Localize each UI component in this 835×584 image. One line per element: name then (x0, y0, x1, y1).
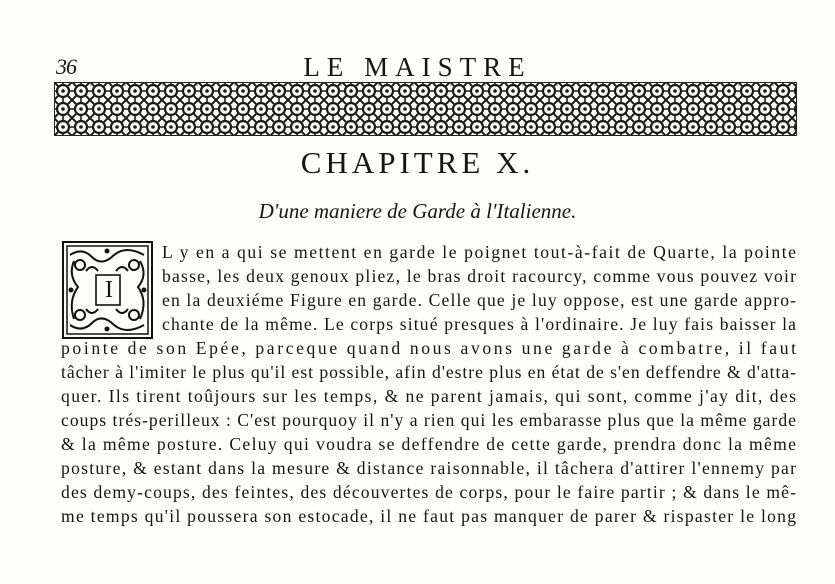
text-line: chante de la même. Le corps situé presques à l'ordinaire. Je luy fais baisser la (162, 314, 798, 334)
text-line: coups trés-perilleux : C'est pourquoy il n'y a rien qui les embarasse plus que la même garde (61, 410, 798, 430)
text-line: tâcher à l'imiter le plus qu'il est possible, afin d'estre plus en état de s'en deffendre & d'atta- (61, 362, 797, 382)
text-line: quer. Ils tirent toûjours sur les temps, & ne parent jamais, qui sont, comme j'ay dit, des (61, 386, 798, 406)
text-line: posture, & estant dans la mesure & distance raisonnable, il tâchera d'attirer l'ennemy par (61, 458, 798, 478)
page-number: 36 (56, 54, 76, 79)
drop-cap-letter: I (105, 277, 113, 303)
chapter-title: CHAPITRE X. (300, 145, 535, 180)
text-line: & la même posture. Celuy qui voudra se deffendre de cette garde, prendra donc la même (61, 434, 798, 454)
running-title: LE MAISTRE (303, 52, 532, 82)
text-line: me temps qu'il poussera son estocade, il ne faut pas manquer de parer & rispaster le long (61, 506, 798, 526)
text-line: basse, les deux genoux pliez, le bras droit racourcy, comme vous pouvez voir (162, 266, 798, 286)
chapter-subtitle: D'une maniere de Garde à l'Italienne. (258, 199, 577, 223)
ornamental-border-band (54, 82, 797, 136)
text-line: L y en a qui se mettent en garde le poignet tout-à-fait de Quarte, la pointe (162, 242, 798, 262)
text-line: des demy-coups, des feintes, des découvertes de corps, pour le faire partir ; & dans le mê- (61, 482, 798, 502)
text-line: en la deuxiéme Figure en garde. Celle que je luy oppose, est une garde appro- (162, 290, 798, 310)
text-line: pointe de son Epée, parceque quand nous avons une garde à combatre, il faut (61, 338, 799, 358)
